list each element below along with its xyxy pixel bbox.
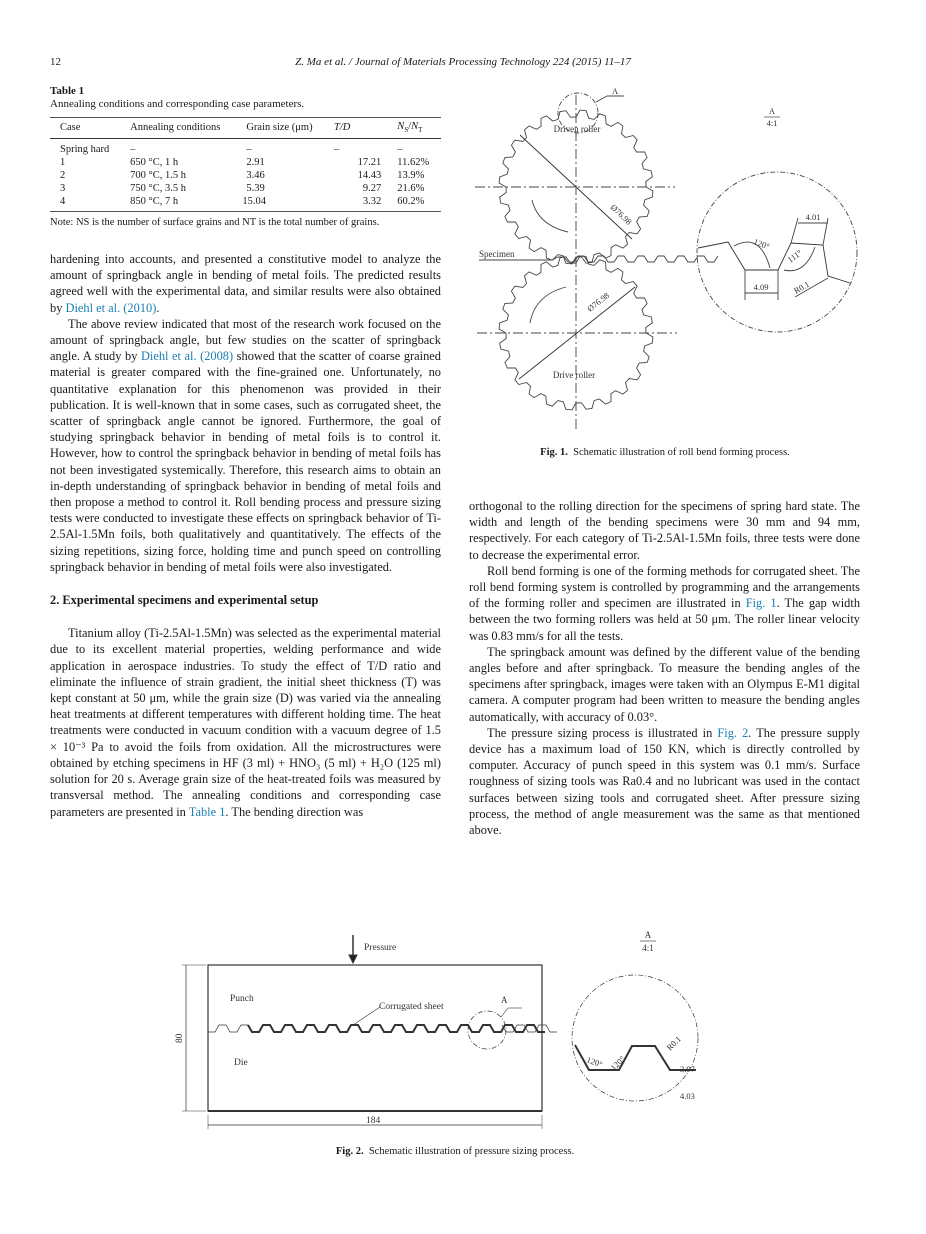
right-column — [469, 498, 860, 838]
col-header-annealing: Annealing conditions — [130, 118, 242, 139]
text: Roll bend forming is one of the forming methods for corrugated sheet. The roll bend forming system is controlled by programming and the arrangements of the forming roller and specimen are illustrated in — [469, 563, 860, 611]
paragraph — [469, 563, 860, 644]
cell: 700 °C, 1.5 h — [130, 170, 186, 182]
paragraph: The springback amount was defined by the different value of the bending angles before and after springback. To measure the bending angles of the specimens after springback, images were taken with an Olympus E-M1 digital camera. A computer program had been written to measure the bending angles automatically, with accuracy of 0.03°. — [469, 644, 860, 724]
driven-roller-label: Driven roller — [553, 124, 601, 134]
text: Titanium alloy (Ti-2.5Al-1.5Mn) was selected as the experimental material due to its excellent material properties, welding performance and wide application in aerospace industries. To study the effect of T/D ratio and eliminate the influence of strain gradient, the initial sheet thickness (T) was kept constant at 50 μm, while the grain size (D) was varied via the annealing heat treatments at different temperatures with different holding time. The heat treatments were conducted in vacuum condition with a vacuum degree of 1.5 × 10⁻³ Pa to avoid the foils from oxidation. All the microstructures were obtained by etching specimens in HF (3 ml) + HNO₃ (5 ml) + H₂O (125 ml) solution for 20 s. Average grain size of the heat-treated foils was measured by transversal method. The annealing conditions and corresponding case parameters are presented in — [50, 626, 441, 819]
cell: 1 — [60, 157, 66, 169]
figure-1-diagram — [470, 80, 890, 440]
dim-4-03: 4.03 — [680, 1091, 695, 1101]
cell: 13.9% — [397, 170, 425, 182]
specimen-label: Specimen — [479, 249, 515, 259]
text: The above review indicated that most of the research work focused on the amount of springback angle, but few studies on the scatter of springback angle. A study by — [50, 316, 441, 364]
cell: 850 °C, 7 h — [130, 195, 242, 212]
drive-roller-label: Drive roller — [552, 370, 596, 380]
diameter-top-label: Ø76.98 — [608, 202, 634, 227]
figure-label: Fig. 2. — [335, 1146, 364, 1157]
paragraph — [50, 625, 441, 819]
cell: 3.46 — [246, 170, 265, 182]
angle-120-left: 120° — [585, 1054, 604, 1070]
cell: 5.39 — [246, 183, 265, 195]
figure-link[interactable]: Fig. 2 — [717, 725, 749, 740]
caption-text: Schematic illustration of roll bend forming process. — [573, 447, 790, 458]
page-number: 12 — [50, 56, 61, 68]
dim-4-01: 4.01 — [805, 212, 821, 222]
left-column — [50, 251, 441, 820]
paragraph — [50, 316, 441, 575]
text: . The bending direction was — [225, 804, 364, 819]
cell: 15.04 — [242, 195, 334, 212]
col-header-td — [334, 118, 397, 139]
table-row — [50, 139, 441, 157]
corrugated-sheet-label: Corrugated sheet — [379, 1002, 444, 1012]
detail-marker-a: A — [501, 995, 508, 1005]
text: . The gap width between the two forming rollers was held at 50 μm. The roller linear velocity was 0.83 mm/s for all the tests. — [469, 596, 861, 643]
table-row — [50, 156, 441, 169]
running-head: Z. Ma et al. / Journal of Materials Processing Technology 224 (2015) 11–17 — [295, 56, 631, 68]
angle-120: 120° — [752, 236, 771, 252]
text: hardening into accounts, and presented a constitutive model to analyze the amount of springback angle in bending of metal foils. The predicted results agreed well with the experimental data, and similar results were also obtained by — [50, 252, 441, 315]
cell: 750 °C, 3.5 h — [130, 183, 186, 195]
text: . The pressure supply device has a maximum load of 150 KN, which is directly controlled by computer. Accuracy of punch speed in this system was 0.1 mm/s. Surface roughness of sizing tools was Ra0.4 and no lubricant was used in the contact surfaces between sizing tools and corrugated sheet. After pressure sizing process, the method of angle measurement was the same as that mentioned above. — [469, 725, 861, 838]
citation-link[interactable]: Diehl et al. (2008) — [140, 349, 234, 364]
table-annealing-conditions — [50, 117, 441, 212]
detail-title: A — [768, 106, 776, 116]
cell: – — [334, 144, 340, 156]
cell: 2 — [60, 170, 66, 182]
table-row — [50, 182, 441, 195]
cell: 3.32 — [334, 195, 397, 212]
pressure-label: Pressure — [364, 943, 397, 953]
detail-marker-a: A — [612, 86, 619, 96]
detail-scale: 4:1 — [642, 943, 654, 953]
col-header-grain-size: Grain size (μm) — [242, 118, 334, 139]
col-header-ns-nt: $N_S/N_T$ — [397, 118, 441, 139]
citation-link[interactable]: Diehl et al. (2010) — [65, 300, 157, 315]
col-header-case: Case — [50, 118, 130, 139]
cell: 60.2% — [397, 195, 441, 212]
paragraph: hardening into accounts, and presented a constitutive model to analyze the amount of springback angle in bending of metal foils. The predicted results agreed well with the experimental data, and similar results were also obtained by Diehl et al. (2010). — [50, 252, 441, 315]
figure-label: Fig. 1. — [540, 447, 568, 458]
radius-label: R0.1 — [792, 278, 812, 296]
angle-120-mid: 120° — [608, 1053, 627, 1073]
caption-text: Schematic illustration of pressure sizing process. — [368, 1146, 575, 1157]
figure-2-diagram — [170, 925, 700, 1135]
angle-111: 111° — [785, 247, 804, 265]
cell: 11.62% — [397, 157, 430, 169]
table-row — [50, 195, 441, 212]
dim-3-97: 3.97 — [680, 1064, 695, 1074]
die-label: Die — [234, 1058, 248, 1068]
paragraph — [469, 725, 860, 838]
section-heading: 2. Experimental specimens and experimental setup — [50, 593, 319, 608]
detail-title: A — [644, 930, 652, 940]
detail-scale: 4:1 — [766, 118, 778, 128]
table-row — [50, 169, 441, 182]
cell: 14.43 — [357, 170, 382, 182]
punch-label: Punch — [230, 994, 254, 1004]
figure-link[interactable]: Fig. 1 — [745, 596, 777, 611]
paragraph: orthogonal to the rolling direction for the specimens of spring hard state. The width and length of the bending specimens were 30 mm and 94 mm, respectively. For each category of Ti-2.5Al-1.5Mn foils, three tests were done to decrease the experimental error. — [469, 499, 860, 562]
cell: 650 °C, 1 h — [130, 157, 179, 169]
figure-1-caption — [460, 447, 870, 458]
table-caption: Annealing conditions and corresponding case parameters. — [50, 98, 305, 110]
cell: – — [397, 144, 403, 156]
figure-2-caption — [200, 1146, 710, 1157]
cell: Spring hard — [60, 144, 110, 156]
cell: – — [130, 144, 136, 156]
height-dimension: 80 — [175, 1033, 185, 1043]
table-label: Table 1 — [50, 85, 85, 97]
cell: – — [246, 144, 252, 156]
dim-4-09: 4.09 — [753, 282, 769, 292]
table-header-row — [50, 118, 441, 139]
table-link[interactable]: Table 1 — [188, 804, 226, 819]
cell: 2.91 — [246, 157, 265, 169]
width-dimension: 184 — [366, 1116, 381, 1126]
text: The pressure sizing process is illustrated in — [487, 725, 718, 740]
cell: 9.27 — [362, 183, 382, 195]
radius-label: R0.1 — [664, 1033, 683, 1053]
table-note: Note: NS is the number of surface grains and NT is the total number of grains. — [50, 217, 380, 228]
cell: 21.6% — [397, 183, 425, 195]
cell: 3 — [60, 183, 66, 195]
diameter-bottom-label: Ø76.98 — [585, 290, 612, 314]
cell: 4 — [50, 195, 130, 212]
text: showed that the scatter of coarse grained material is greater compared with the fine-grained one. Unfortunately, no quantitative explanation for this phenomenon was provided in their publication. It is well-known that in some cases, such as corrugated sheet, the scatter of springback angle cannot be ignored. Furthermore, the goal of studying springback behavior in bending of metal foils is to control it. However, how to control the springback behavior in bending of metal foils has not been investigated systemically. Therefore, this research aims to obtain an in-depth understanding of springback behavior in bending of metal foils and then propose a method to control it. Roll bending process and pressure sizing tests were conducted to investigate these effects on springback behavior of Ti-2.5Al-1.5Mn foils, both qualitatively and quantitatively. The effects of the sizing repetitions, sizing force, holding time and punch speed on controlling springback behavior in bending of metal foils were also investigated. — [50, 349, 441, 574]
td-label: T/D — [334, 122, 351, 134]
cell: 17.21 — [357, 157, 382, 169]
